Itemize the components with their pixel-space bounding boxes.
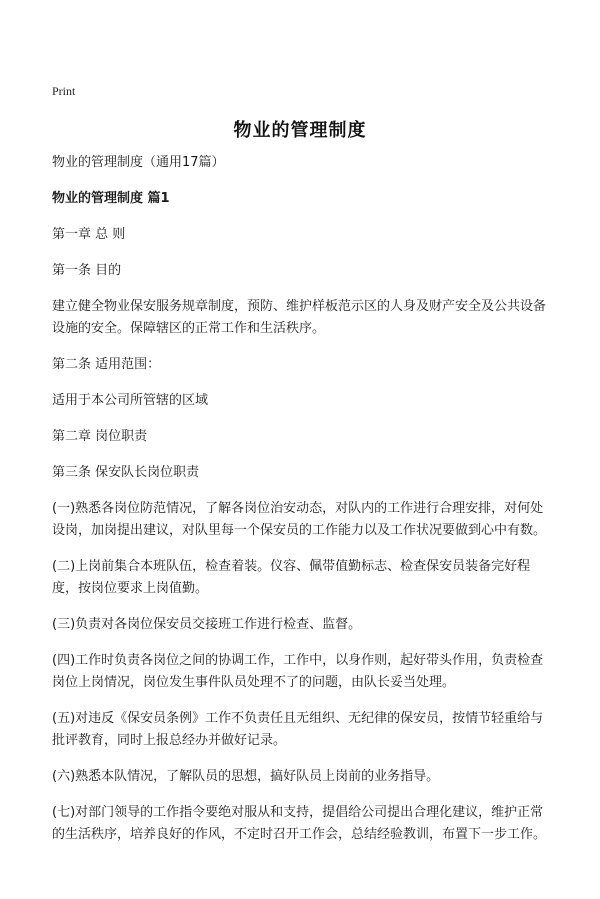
article-heading: 第二条 适用范围： [52,357,161,372]
paragraph: (三)负责对各岗位保安员交接班工作进行检查、监督。 [52,617,362,632]
print-label: Print [52,84,76,98]
paragraph: (四)工作时负责各岗位之间的协调工作，工作中，以身作则，起好带头作用，负责检查岗位上岗情况，岗位发生事件队员处理不了的问题，由队长妥当处理。 [52,653,544,690]
paragraph: 建立健全物业保安服务规章制度，预防、维护样板范示区的人身及财产安全及公共设备设施的安全。保障辖区的正常工作和生活秩序。 [52,299,547,336]
paragraph: 适用于本公司所管辖的区域 [52,393,209,408]
paragraph: (七)对部门领导的工作指令要绝对服从和支持，提倡给公司提出合理化建议，维护正常的生活秩序，培养良好的作风，不定时召开工作会，总结经验教训，布置下一步工作。 [52,805,547,842]
document-body [52,152,554,860]
article-heading: 第一条 目的 [52,263,122,278]
paragraph: 物业的管理制度（通用17篇） [52,155,225,170]
section-heading: 物业的管理制度 篇1 [52,191,170,206]
paragraph: (二)上岗前集合本班队伍，检查着装。仪容、佩带值勤标志、检查保安员装备完好程度，按岗位要求上岗值勤。 [52,559,531,596]
paragraph: (六)熟悉本队情况，了解队员的思想，搞好队员上岗前的业务指导。 [52,769,440,784]
document-title: 物业的管理制度 [233,120,367,141]
chapter-heading: 第二章 岗位职责 [52,429,148,444]
chapter-heading: 第一章 总 则 [52,227,126,242]
article-heading: 第三条 保安队长岗位职责 [52,465,200,480]
paragraph: (一)熟悉各岗位防范情况，了解各岗位治安动态，对队内的工作进行合理安排，对何处设岗，加岗提出建议，对队里每一个保安员的工作能力以及工作状况要做到心中有数。 [52,501,547,538]
paragraph: (五)对违反《保安员条例》工作不负责任且无组织、无纪律的保安员，按情节轻重给与批评教育，同时上报总经办并做好记录。 [52,711,544,748]
